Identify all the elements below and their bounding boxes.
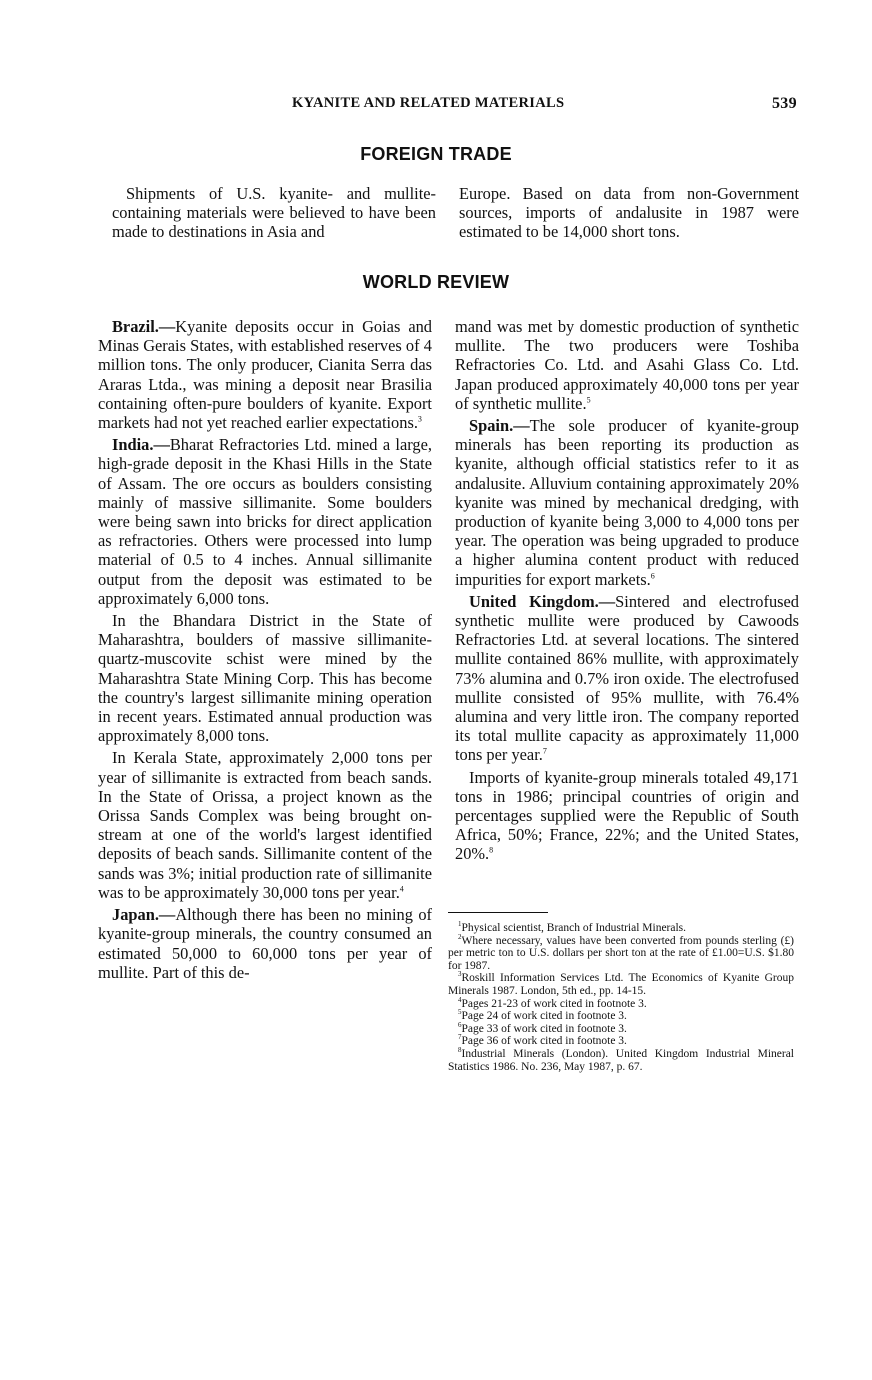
spain-text: The sole producer of kyanite-group minerals has been reporting its production as kyanite, although official statistics refer to it as andalusite. Alluvium containing approximately 20% kyanite was mined by mechanical dredging, with production of kyanite being 3,000 to 4,000 tons per year. The operation was being upgraded to produce a higher alumina content product with reduced impurities for export markets. — [455, 416, 799, 589]
footnote — [448, 995, 794, 1011]
uk-text: Sintered and electrofused synthetic mullite were produced by Cawoods Refractories Ltd. at several locations. The sintered mullite contained 86% mullite, with approximately 73% alumina and 0.7% iron oxide. The electrofused mullite consisted of 95% mullite, with 76.4% alumina and very little iron. The company reported its total mullite capacity as approximately 11,000 tons per year. — [455, 591, 799, 765]
world-review-heading: WORLD REVIEW — [362, 272, 510, 292]
footnote-ref: 5 — [586, 395, 591, 405]
footnote-ref: 8 — [489, 846, 494, 856]
footnote-text: Pages 21-23 of work cited in footnote 3. — [461, 997, 647, 1010]
uk-paragraph — [455, 592, 799, 765]
page-number: 539 — [772, 95, 797, 112]
india-kerala-text: In Kerala State, approximately 2,000 tons per year of sillimanite is extracted from beach sands. In the State of Orissa, a project known as the Orissa Sands Complex was being brought on-stream at one of the world's largest identified deposits of beach sands. Sillimanite content of the sands was 3%; initial production rate of sillimanite was to be approximately 30,000 tons per year. — [98, 748, 432, 902]
foreign-trade-left-column — [112, 184, 436, 245]
japan-paragraph — [98, 905, 432, 982]
uk-imports-paragraph — [455, 768, 799, 864]
footnote-number: 4 — [458, 995, 462, 1004]
india-label: India.— — [112, 435, 170, 455]
japan-text: Although there has been no mining of kyanite-group minerals, the country consumed an estimated 50,000 to 60,000 tons per year of mullite. Part of this de- — [98, 905, 432, 982]
running-title: KYANITE AND RELATED MATERIALS — [292, 95, 565, 111]
world-review-right-column — [455, 317, 799, 867]
world-review-left-column — [98, 317, 432, 985]
footnote-divider — [448, 912, 548, 913]
footnote-text: Page 24 of work cited in footnote 3. — [461, 1010, 627, 1023]
foreign-trade-right-column — [459, 184, 799, 245]
japan-continued-text: mand was met by domestic production of synthetic mullite. The two producers were Toshiba Refractories Co. Ltd. and Asahi Glass Co. Ltd. Japan produced approximately 40,000 tons per year of synthetic mullite. — [455, 317, 799, 413]
brazil-paragraph — [98, 317, 432, 432]
footnote-text: Industrial Minerals (London). United Kingdom Industrial Mineral Statistics 1986. No. 236, May 1987, p. 67. — [448, 1047, 794, 1073]
uk-label: United Kingdom.— — [469, 591, 616, 611]
footnote — [448, 932, 794, 973]
running-header — [0, 92, 872, 116]
footnote-text: Page 33 of work cited in footnote 3. — [461, 1022, 627, 1035]
footnote-number: 3 — [458, 970, 462, 979]
footnote — [448, 1020, 794, 1036]
footnote-text: Where necessary, values have been converted from pounds sterling (£) per metric ton to U.S. dollars per short ton at the rate of £1.00=U.S. $1.80 for 1987. — [448, 934, 794, 972]
footnote-ref: 3 — [417, 414, 422, 424]
footnote-number: 8 — [458, 1046, 462, 1055]
uk-imports-text: Imports of kyanite-group minerals totaled 49,171 tons in 1986; principal countries of origin and percentages supplied were the Republic of South Africa, 50%; France, 22%; and the United States, 20%. — [455, 767, 799, 864]
japan-continued-paragraph — [455, 317, 799, 413]
japan-label: Japan.— — [112, 905, 176, 925]
footnote-ref: 6 — [650, 571, 655, 581]
footnote-text: Page 36 of work cited in footnote 3. — [461, 1035, 627, 1048]
spain-paragraph — [455, 416, 799, 589]
footnote — [448, 1010, 794, 1023]
india-maharashtra-paragraph: In the Bhandara District in the State of Maharashtra, boulders of massive sillimanite-quartz-muscovite schist were mined by the Maharashtra State Mining Corp. This has become the country's largest sillimanite mining operation in recent years. Estimated annual production was approximately 8,000 tons. — [98, 611, 432, 746]
footnote-number: 5 — [458, 1008, 462, 1017]
footnote-text: Roskill Information Services Ltd. The Economics of Kyanite Group Minerals 1987. London, 5th ed., pp. 14-15. — [448, 972, 794, 997]
footnote — [448, 1035, 794, 1048]
footnote — [448, 1048, 794, 1073]
foreign-trade-paragraph-right: Europe. Based on data from non-Government sources, imports of andalusite in 1987 were estimated to be 14,000 short tons. — [459, 184, 799, 242]
footnotes — [448, 922, 794, 1073]
footnote — [448, 922, 794, 935]
footnote — [448, 972, 794, 997]
spain-label: Spain.— — [469, 416, 530, 436]
footnote-ref: 7 — [542, 747, 547, 756]
india-paragraph — [98, 435, 432, 608]
footnote-number: 7 — [458, 1033, 462, 1042]
brazil-text: Kyanite deposits occur in Goias and Minas Gerais States, with established reserves of 4 million tons. The only producer, Cianita Serra das Araras Ltda., was mining a deposit near Brasilia containing often-pure boulders of kyanite. Export markets had not yet reached earlier expectations. — [98, 317, 432, 433]
brazil-label: Brazil.— — [112, 317, 176, 336]
india-kerala-paragraph — [98, 748, 432, 902]
footnote-number: 2 — [458, 932, 462, 941]
footnote-number: 6 — [458, 1020, 462, 1029]
foreign-trade-paragraph-left: Shipments of U.S. kyanite- and mullite-containing materials were believed to have been made to destinations in Asia and — [112, 184, 436, 242]
foreign-trade-heading: FOREIGN TRADE — [360, 144, 512, 164]
footnote-number: 1 — [458, 920, 462, 929]
footnote-ref: 4 — [399, 884, 404, 894]
footnote-text: Physical scientist, Branch of Industrial Minerals. — [461, 922, 687, 934]
india-text: Bharat Refractories Ltd. mined a large, high-grade deposit in the Khasi Hills in the State of Assam. The ore occurs as boulders consisting mainly of massive sillimanite. Some boulders were being sawn into bricks for direct application as refractories. Others were processed into lump material of 0.5 to 4 inches. Annual sillimanite output from the deposit was estimated to be approximately 6,000 tons. — [98, 435, 432, 608]
